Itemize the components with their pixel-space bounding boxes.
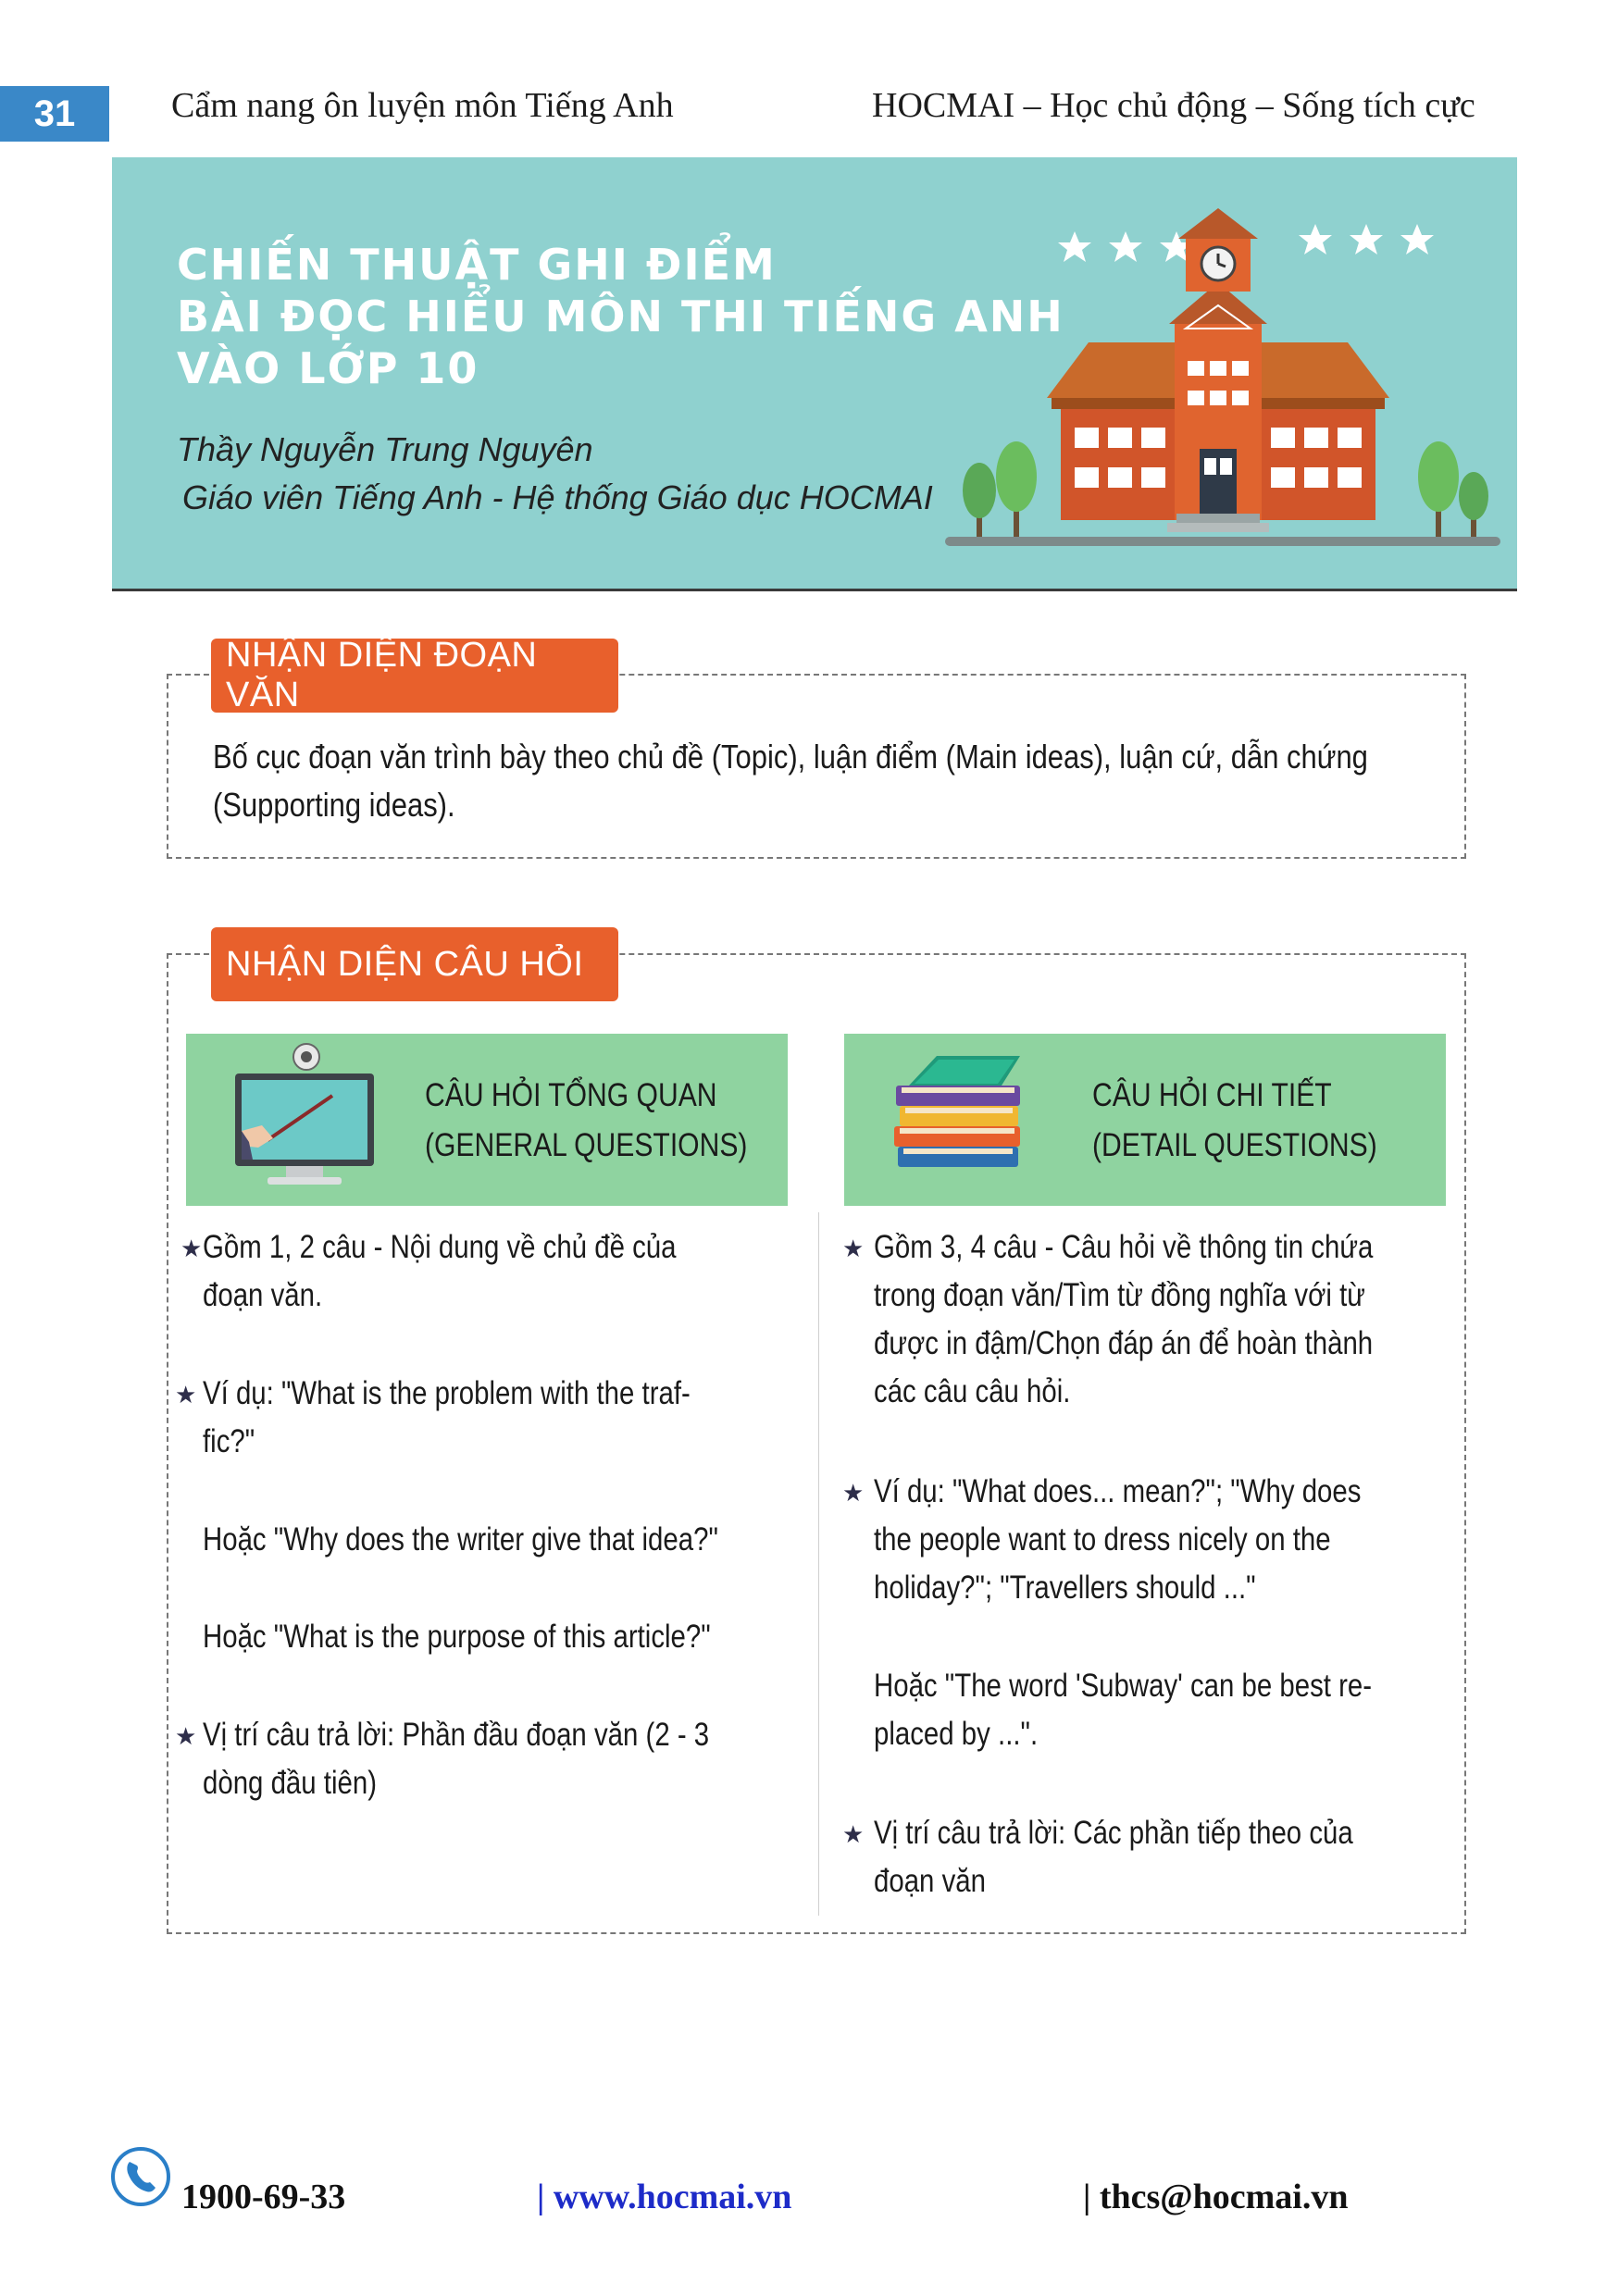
general-questions-title <box>425 1071 800 1171</box>
author-role: Giáo viên Tiếng Anh - Hệ thống Giáo dục HOCMAI <box>182 478 933 516</box>
footer-website-link[interactable] <box>537 2177 791 2217</box>
item-line: được in đậm/Chọn đáp án để hoàn thành <box>874 1325 1374 1361</box>
item-line: đoạn văn <box>874 1863 986 1899</box>
item-line: Vị trí câu trả lời: Phần đầu đoạn văn (2 - 3 <box>203 1717 710 1753</box>
item-line: the people want to dress nicely on the <box>874 1521 1331 1558</box>
header-left-title: Cẩm nang ôn luyện môn Tiếng Anh <box>171 86 674 125</box>
paragraph-line: (Supporting ideas). <box>213 786 455 824</box>
card-title-line: (GENERAL QUESTIONS) <box>425 1127 748 1163</box>
item-line: Ví dụ: "What is the problem with the traf- <box>203 1375 691 1411</box>
section-paragraph-tag: NHẬN DIỆN ĐOẠN VĂN <box>211 639 618 713</box>
detail-questions-title <box>1092 1071 1424 1171</box>
header-right-title: HOCMAI – Học chủ động – Sống tích cực <box>872 86 1475 125</box>
star-bullet-icon: ★ <box>842 1820 865 1848</box>
footer-website[interactable]: | www.hocmai.vn <box>537 2178 792 2216</box>
item-line: Hoặc "What is the purpose of this article?" <box>203 1619 711 1655</box>
item-line: dòng đầu tiên) <box>203 1765 377 1801</box>
school-building-icon <box>936 185 1510 574</box>
star-bullet-icon: ★ <box>842 1479 865 1507</box>
banner-title <box>177 239 1064 394</box>
item-line: fic?" <box>203 1423 255 1459</box>
detail-questions-card-header <box>844 1034 1446 1206</box>
banner-divider <box>112 589 1517 591</box>
footer-email[interactable]: | thcs@hocmai.vn <box>1083 2178 1349 2216</box>
card-title-line: (DETAIL QUESTIONS) <box>1092 1127 1377 1163</box>
page-number: 31 <box>0 86 109 142</box>
star-bullet-icon: ★ <box>175 1381 197 1409</box>
item-line: trong đoạn văn/Tìm từ đồng nghĩa với từ <box>874 1277 1365 1313</box>
star-bullet-icon: ★ <box>842 1235 865 1262</box>
footer-phone: 1900-69-33 <box>181 2178 346 2216</box>
card-title-line: CÂU HỎI CHI TIẾT <box>1092 1077 1332 1113</box>
phone-icon <box>109 2145 172 2208</box>
section-questions-tag: NHẬN DIỆN CÂU HỎI <box>211 927 618 1001</box>
item-line: Vị trí câu trả lời: Các phần tiếp theo của <box>874 1815 1353 1851</box>
item-line: placed by ...". <box>874 1716 1039 1752</box>
title-banner <box>112 157 1517 590</box>
item-line: Hoặc "The word 'Subway' can be best re- <box>874 1668 1373 1704</box>
item-line: Ví dụ: "What does... mean?"; "Why does <box>874 1473 1362 1509</box>
paragraph-line: Bố cục đoạn văn trình bày theo chủ đề (Topic), luận điểm (Main ideas), luận cứ, dẫn chứng <box>213 738 1368 776</box>
item-line: holiday?"; "Travellers should ..." <box>874 1570 1256 1606</box>
banner-title-line: VÀO LỚP 10 <box>177 343 479 393</box>
item-line: đoạn văn. <box>203 1277 323 1313</box>
star-bullet-icon: ★ <box>180 1235 203 1262</box>
column-divider <box>818 1212 819 1916</box>
star-bullet-icon: ★ <box>175 1722 197 1750</box>
card-title-line: CÂU HỎI TỔNG QUAN <box>425 1077 717 1113</box>
general-questions-card-header <box>186 1034 788 1206</box>
item-line: Gồm 3, 4 câu - Câu hỏi về thông tin chứa <box>874 1229 1374 1265</box>
item-line: Gồm 1, 2 câu - Nội dung về chủ đề của <box>203 1229 677 1265</box>
banner-author-block <box>177 426 933 522</box>
item-line: Hoặc "Why does the writer give that idea?" <box>203 1521 718 1558</box>
books-stack-icon <box>890 1052 1029 1182</box>
section-paragraph-text <box>213 733 1453 829</box>
monitor-presentation-icon <box>230 1038 379 1196</box>
banner-title-line: CHIẾN THUẬT GHI ĐIỂM <box>177 240 777 290</box>
author-name: Thầy Nguyễn Trung Nguyên <box>177 430 593 468</box>
item-line: các câu câu hỏi. <box>874 1373 1071 1409</box>
banner-title-line: BÀI ĐỌC HIỂU MÔN THI TIẾNG ANH <box>177 292 1064 341</box>
